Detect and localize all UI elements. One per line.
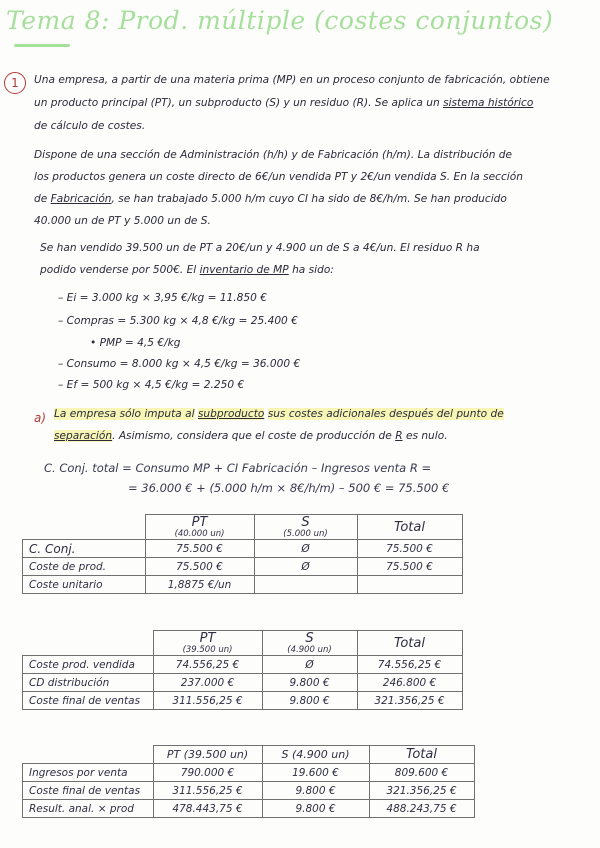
table-row: CD distribución 237.000 € 9.800 € 246.800 € xyxy=(23,674,463,692)
inventory-item: • PMP = 4,5 €/kg xyxy=(90,337,181,349)
table-1-cost-allocation xyxy=(22,514,463,594)
part-a-line-1c: sus costes adicionales después del punto de xyxy=(267,408,504,420)
table-row: Ingresos por venta 790.000 € 19.600 € 809.600 € xyxy=(23,764,475,782)
part-a-line-1 xyxy=(54,407,504,421)
intro-line-2a: un producto principal (PT), un subproducto (S) y un residuo (R). Se aplica un xyxy=(34,97,440,109)
intro-line-2b: sistema histórico xyxy=(443,97,534,109)
part-a-line-2c: R xyxy=(395,430,403,442)
table-3-header-s: S (4.900 un) xyxy=(262,746,369,764)
part-a-line-1a: La empresa sólo imputa al xyxy=(54,408,195,420)
inventory-item: – Ei = 3.000 kg × 3,95 €/kg = 11.850 € xyxy=(58,292,267,304)
table-row: Coste final de ventas 311.556,25 € 9.800 € 321.356,25 € xyxy=(23,782,475,800)
para2-line-3b: Fabricación xyxy=(50,193,112,205)
table-1-header-s: S (5.000 un) xyxy=(254,515,357,540)
table-3-header-pt: PT (39.500 un) xyxy=(153,746,262,764)
table-2-header-total: Total xyxy=(357,631,462,656)
part-a-label: a) xyxy=(34,411,47,425)
inventory-item: – Compras = 5.300 kg × 4,8 €/kg = 25.400 € xyxy=(58,315,298,327)
intro-line-2 xyxy=(34,96,533,110)
para2-line-3 xyxy=(34,192,507,206)
problem-number-badge: 1 xyxy=(4,72,26,94)
part-a-line-2a: separación xyxy=(54,430,113,442)
formula-line-1: C. Conj. total = Consumo MP + CI Fabricación – Ingresos venta R = xyxy=(44,461,432,475)
table-3-analytical-result xyxy=(22,745,475,818)
page-title: Tema 8: Prod. múltiple (costes conjuntos) xyxy=(6,6,554,35)
inventory-item: – Ef = 500 kg × 4,5 €/kg = 2.250 € xyxy=(58,379,245,391)
table-1-header-total: Total xyxy=(357,515,462,540)
formula-line-2: = 36.000 € + (5.000 h/m × 8€/h/m) – 500 € = 75.500 € xyxy=(128,481,450,495)
table-2-header-pt: PT (39.500 un) xyxy=(153,631,262,656)
table-row: Coste de prod. 75.500 € Ø 75.500 € xyxy=(23,558,463,576)
title-underline xyxy=(14,44,70,47)
para3-line-2a: podido venderse por 500€. El xyxy=(40,264,197,276)
para2-line-4: 40.000 un de PT y 5.000 un de S. xyxy=(34,215,211,227)
table-1-header-pt: PT (40.000 un) xyxy=(145,515,254,540)
table-row: Coste unitario 1,8875 €/un xyxy=(23,576,463,594)
intro-line-3: de cálculo de costes. xyxy=(34,120,146,132)
para3-line-2b: inventario de MP xyxy=(199,264,289,276)
intro-line-1: Una empresa, a partir de una materia prima (MP) en un proceso conjunto de fabricación, obtiene xyxy=(34,74,550,86)
table-2-header-s: S (4.900 un) xyxy=(262,631,357,656)
para3-line-2c: ha sido: xyxy=(292,264,334,276)
table-row: Result. anal. × prod 478.443,75 € 9.800 € 488.243,75 € xyxy=(23,800,475,818)
part-a-line-1b: subproducto xyxy=(197,408,265,420)
para3-line-2 xyxy=(40,263,334,277)
para3-line-1: Se han vendido 39.500 un de PT a 20€/un y 4.900 un de S a 4€/un. El residuo R ha xyxy=(40,242,480,254)
table-row: Coste prod. vendida 74.556,25 € Ø 74.556,25 € xyxy=(23,656,463,674)
part-a-line-2b: . Asimismo, considera que el coste de producción de xyxy=(112,430,392,442)
para2-line-3c: , se han trabajado 5.000 h/m cuyo CI ha sido de 8€/h/m. Se han producido xyxy=(111,193,507,205)
para2-line-2: los productos genera un coste directo de 6€/un vendida PT y 2€/un vendida S. En la sección xyxy=(34,171,523,183)
para2-line-1: Dispone de una sección de Administración (h/h) y de Fabricación (h/m). La distribución de xyxy=(34,149,513,161)
table-2-sales-cost xyxy=(22,630,463,710)
table-3-header-total: Total xyxy=(369,746,474,764)
table-row: C. Conj. 75.500 € Ø 75.500 € xyxy=(23,540,463,558)
table-row: Coste final de ventas 311.556,25 € 9.800 € 321.356,25 € xyxy=(23,692,463,710)
para2-line-3a: de xyxy=(34,193,48,205)
inventory-item: – Consumo = 8.000 kg × 4,5 €/kg = 36.000 € xyxy=(58,358,301,370)
part-a-line-2d: es nulo. xyxy=(405,430,448,442)
part-a-line-2 xyxy=(54,429,448,443)
